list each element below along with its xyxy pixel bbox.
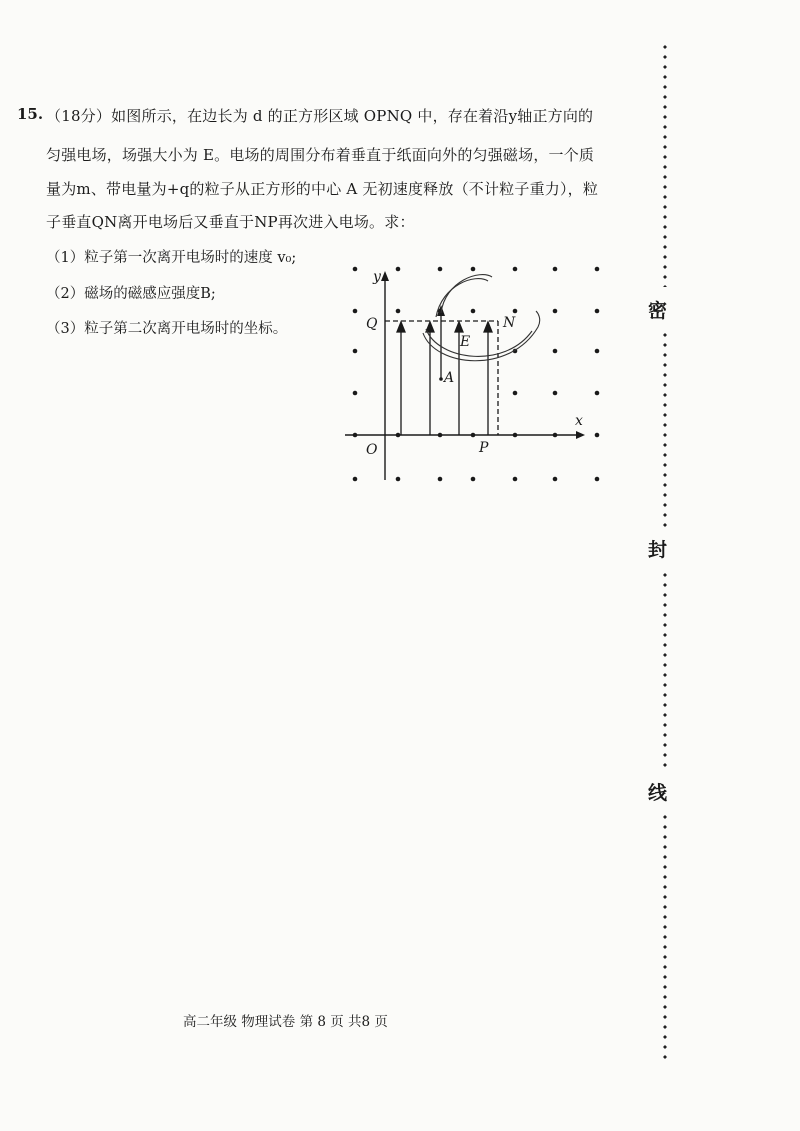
subquestion-2: （2）磁场的磁感应强度B; [46,286,216,302]
label-E: E [460,334,471,350]
field-dot-3-4 [513,391,518,396]
field-dot-0-5 [553,267,558,272]
field-dot-0-1 [396,267,401,272]
x-axis-arrow [576,431,585,439]
field-dot-0-4 [513,267,518,272]
question-number: 15. [17,105,44,123]
field-dot-3-5 [553,391,558,396]
seal-char-mi: 密 [648,300,668,322]
field-dot-0-3 [471,267,476,272]
field-dot-5-1 [396,477,401,482]
question-stem-line-3: 量为m、带电量为+q的粒子从正方形的中心 A 无初速度释放（不计粒子重力），粒 [46,180,599,198]
question-stem-line-1: （18分）如图所示，在边长为 d 的正方形区域 OPNQ 中，存在着沿y轴正方向的 [46,107,594,125]
label-O: O [366,442,378,458]
subquestion-3: （3）粒子第二次离开电场时的坐标。 [46,321,288,337]
seal-char-feng: 封 [648,539,668,561]
field-dot-0-2 [438,267,443,272]
seal-char-xian: 线 [648,782,668,804]
seal-dotted-line-2 [663,330,667,530]
label-P: P [479,440,489,456]
field-dot-3-6 [595,391,600,396]
field-dot-1-3 [471,309,476,314]
seal-dotted-line-4 [663,812,667,1064]
question-stem-line-4: 子垂直QN离开电场后又垂直于NP再次进入电场。求： [46,213,415,231]
field-dot-2-5 [553,349,558,354]
field-dot-2-0 [353,349,358,354]
field-dot-1-4 [513,309,518,314]
field-diagram [340,255,615,490]
magnetic-field-dots [353,267,600,482]
field-dot-3-0 [353,391,358,396]
question-stem-line-2: 匀强电场，场强大小为 E。电场的周围分布着垂直于纸面向外的匀强磁场，一个质 [46,146,595,164]
subquestion-1: （1）粒子第一次离开电场时的速度 v₀; [46,250,297,266]
field-dot-1-6 [595,309,600,314]
y-axis-arrow [381,271,389,281]
field-dot-5-0 [353,477,358,482]
field-dot-5-6 [595,477,600,482]
page-footer: 高二年级 物理试卷 第 8 页 共8 页 [183,1014,388,1030]
field-dot-0-0 [353,267,358,272]
field-dot-4-6 [595,433,600,438]
field-dot-1-5 [553,309,558,314]
seal-dotted-line-3 [663,570,667,770]
field-dot-1-1 [396,309,401,314]
label-N: N [503,315,516,331]
label-Q: Q [366,316,378,332]
point-A [439,377,443,381]
field-dot-5-3 [471,477,476,482]
label-y: y [373,269,381,285]
field-dot-5-5 [553,477,558,482]
label-x: x [575,413,583,429]
field-dot-5-4 [513,477,518,482]
field-dot-2-6 [595,349,600,354]
field-dot-1-0 [353,309,358,314]
field-dot-5-2 [438,477,443,482]
seal-dotted-line-1 [663,42,667,287]
label-A: A [444,370,455,386]
field-dot-0-6 [595,267,600,272]
